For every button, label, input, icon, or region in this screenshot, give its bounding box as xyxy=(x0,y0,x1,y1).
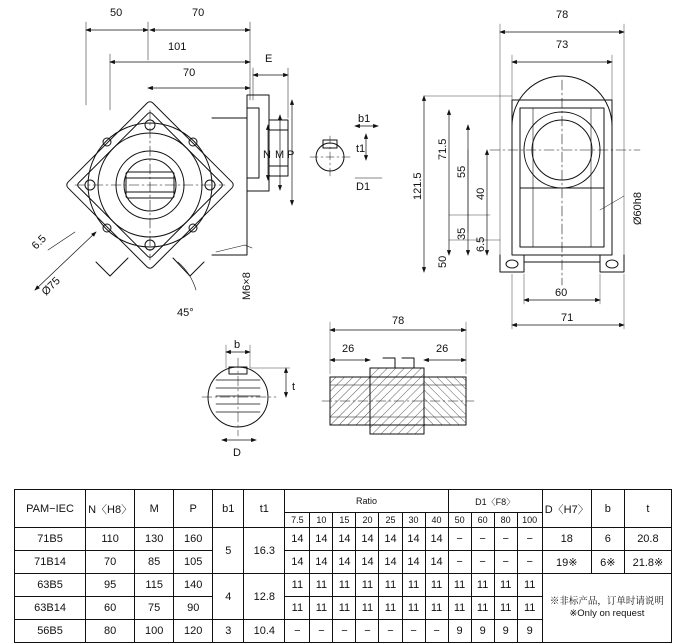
cell-d: 18 xyxy=(542,528,591,551)
cell-n: 110 xyxy=(86,528,135,551)
keyway-detail xyxy=(310,126,382,178)
cell-p: 160 xyxy=(174,528,213,551)
cell-d1-3: − xyxy=(356,620,379,643)
dim-label-45deg: 45° xyxy=(177,307,194,319)
cell-d1-5: 14 xyxy=(402,551,425,574)
cell-b1: 5 xyxy=(213,528,244,574)
cell-d1-0: − xyxy=(285,620,310,643)
cell-b1: 3 xyxy=(213,620,244,643)
ratio-col-3: 20 xyxy=(356,513,379,528)
dim-label-50: 50 xyxy=(110,7,123,19)
cell-t: 21.8※ xyxy=(624,551,671,574)
dim-label-101: 101 xyxy=(168,41,187,53)
dim-label-40: 40 xyxy=(475,187,487,200)
cell-d1-9: 11 xyxy=(494,574,517,597)
cell-d1-2: − xyxy=(333,620,356,643)
dim-label-78-section: 78 xyxy=(392,315,405,327)
dim-label-35: 35 xyxy=(456,227,468,240)
cell-d1-3: 14 xyxy=(356,528,379,551)
cell-pam-iec: 63B5 xyxy=(15,574,86,597)
header-p: P xyxy=(174,490,213,528)
cell-n: 80 xyxy=(86,620,135,643)
ratio-col-1: 10 xyxy=(310,513,333,528)
ratio-col-2: 15 xyxy=(333,513,356,528)
cell-t: 20.8 xyxy=(624,528,671,551)
cell-pam-iec: 63B14 xyxy=(15,597,86,620)
cell-n: 60 xyxy=(86,597,135,620)
cell-d1-3: 14 xyxy=(356,551,379,574)
dim-label-b1: b1 xyxy=(358,113,371,125)
cell-d1-0: 14 xyxy=(285,551,310,574)
cell-pam-iec: 56B5 xyxy=(15,620,86,643)
dim-label-M6x8: M6×8 xyxy=(241,272,253,300)
cell-d1-9: − xyxy=(494,551,517,574)
cell-d1-7: 11 xyxy=(448,597,471,620)
header-b: b xyxy=(591,490,624,528)
header-m: M xyxy=(135,490,174,528)
cell-p: 105 xyxy=(174,551,213,574)
dim-label-t1: t1 xyxy=(356,143,366,155)
dim-label-b: b xyxy=(234,339,241,351)
cell-d1-3: 11 xyxy=(356,574,379,597)
table-note xyxy=(542,574,671,643)
cell-d1-5: 11 xyxy=(402,574,425,597)
cell-b: 6※ xyxy=(591,551,624,574)
cell-d1-0: 11 xyxy=(285,597,310,620)
ratio-col-10: 100 xyxy=(517,513,542,528)
dim-label-D1: D1 xyxy=(356,181,371,193)
header-t: t xyxy=(624,490,671,528)
cell-d1-1: 14 xyxy=(310,551,333,574)
cell-d1-10: 11 xyxy=(517,597,542,620)
dim-label-26-right: 26 xyxy=(436,343,449,355)
table-header-row xyxy=(15,490,672,513)
cell-d1-7: − xyxy=(448,551,471,574)
cell-d1-2: 14 xyxy=(333,528,356,551)
cell-d1-6: 11 xyxy=(425,574,448,597)
dim-label-D: D xyxy=(233,447,241,459)
cell-pam-iec: 71B14 xyxy=(15,551,86,574)
cell-d1-5: 14 xyxy=(402,528,425,551)
shaft-end-view xyxy=(202,345,290,440)
cell-d1-1: 11 xyxy=(310,574,333,597)
dim-label-78-side: 78 xyxy=(556,9,569,21)
dim-label-dia75: Ø75 xyxy=(39,274,63,299)
dim-label-N: N xyxy=(263,149,271,161)
cell-d1-6: − xyxy=(425,620,448,643)
dim-label-73: 73 xyxy=(556,39,569,51)
cell-m: 75 xyxy=(135,597,174,620)
dim-label-6p5-side: 6.5 xyxy=(475,236,487,252)
shaft-section-view xyxy=(322,322,474,434)
front-view xyxy=(35,22,295,290)
ratio-col-4: 25 xyxy=(379,513,402,528)
cell-t1: 16.3 xyxy=(244,528,285,574)
header-d: D〈H7〉 xyxy=(542,490,591,528)
cell-m: 115 xyxy=(135,574,174,597)
table-row xyxy=(15,574,672,597)
cell-d1-9: 11 xyxy=(494,597,517,620)
header-b1: b1 xyxy=(213,490,244,528)
dim-label-70-top: 70 xyxy=(192,7,205,19)
dim-label-71: 71 xyxy=(561,312,574,324)
ratio-col-0: 7.5 xyxy=(285,513,310,528)
dim-label-M: M xyxy=(275,149,285,161)
cell-d1-4: 14 xyxy=(379,528,402,551)
dim-label-70-second: 70 xyxy=(183,67,196,79)
cell-d1-1: 14 xyxy=(310,528,333,551)
cell-b1: 4 xyxy=(213,574,244,620)
cell-m: 100 xyxy=(135,620,174,643)
dim-label-E: E xyxy=(265,53,273,65)
cell-d1-2: 14 xyxy=(333,551,356,574)
cell-pam-iec: 71B5 xyxy=(15,528,86,551)
dim-label-dia60h8: Ø60h8 xyxy=(632,191,644,225)
cell-p: 120 xyxy=(174,620,213,643)
ratio-col-8: 60 xyxy=(471,513,494,528)
dim-label-P: P xyxy=(287,149,295,161)
cell-d1-5: 11 xyxy=(402,597,425,620)
dim-label-6p5-front: 6.5 xyxy=(29,232,49,253)
header-t1: t1 xyxy=(244,490,285,528)
cell-d1-8: − xyxy=(471,528,494,551)
cell-d1-1: 11 xyxy=(310,597,333,620)
cell-b: 6 xyxy=(591,528,624,551)
cell-d1-10: 9 xyxy=(517,620,542,643)
dim-label-t: t xyxy=(292,381,296,393)
cell-t1: 12.8 xyxy=(244,574,285,620)
ratio-col-7: 50 xyxy=(448,513,471,528)
cell-d1-9: − xyxy=(494,528,517,551)
cell-n: 70 xyxy=(86,551,135,574)
cell-d: 19※ xyxy=(542,551,591,574)
cell-d1-9: 9 xyxy=(494,620,517,643)
cell-m: 130 xyxy=(135,528,174,551)
cell-m: 85 xyxy=(135,551,174,574)
header-n: N〈H8〉 xyxy=(86,490,135,528)
cell-d1-4: 14 xyxy=(379,551,402,574)
cell-d1-4: 11 xyxy=(379,597,402,620)
ratio-col-5: 30 xyxy=(402,513,425,528)
cell-d1-1: − xyxy=(310,620,333,643)
dim-label-50-side: 50 xyxy=(437,255,449,268)
cell-d1-0: 14 xyxy=(285,528,310,551)
cell-d1-4: 11 xyxy=(379,574,402,597)
cell-d1-6: 11 xyxy=(425,597,448,620)
cell-d1-7: − xyxy=(448,528,471,551)
cell-d1-10: − xyxy=(517,528,542,551)
ratio-col-9: 80 xyxy=(494,513,517,528)
header-ratio: Ratio xyxy=(285,490,448,513)
dimension-table xyxy=(14,489,672,643)
dim-label-121p5: 121.5 xyxy=(412,172,424,200)
cell-d1-4: − xyxy=(379,620,402,643)
cell-d1-8: 11 xyxy=(471,574,494,597)
dim-label-26-left: 26 xyxy=(342,343,355,355)
cell-d1-7: 9 xyxy=(448,620,471,643)
cell-d1-8: 9 xyxy=(471,620,494,643)
cell-d1-2: 11 xyxy=(333,597,356,620)
dim-label-60: 60 xyxy=(555,287,568,299)
cell-p: 90 xyxy=(174,597,213,620)
cell-d1-10: − xyxy=(517,551,542,574)
cell-t1: 10.4 xyxy=(244,620,285,643)
note-en: ※Only on request xyxy=(569,608,645,619)
cell-p: 140 xyxy=(174,574,213,597)
table-row xyxy=(15,528,672,551)
cell-d1-6: 14 xyxy=(425,551,448,574)
cell-d1-6: 14 xyxy=(425,528,448,551)
table-row xyxy=(15,551,672,574)
dim-label-71p5: 71.5 xyxy=(437,138,449,160)
dim-label-55: 55 xyxy=(456,165,468,178)
cell-d1-0: 11 xyxy=(285,574,310,597)
header-pam-iec: PAM−IEC xyxy=(15,490,86,528)
cell-n: 95 xyxy=(86,574,135,597)
header-d1: D1〈F8〉 xyxy=(448,490,542,513)
cell-d1-10: 11 xyxy=(517,574,542,597)
ratio-col-6: 40 xyxy=(425,513,448,528)
note-cn: ※非标产品，订单时请说明 xyxy=(549,596,664,608)
cell-d1-3: 11 xyxy=(356,597,379,620)
cell-d1-7: 11 xyxy=(448,574,471,597)
cell-d1-2: 11 xyxy=(333,574,356,597)
cell-d1-8: 11 xyxy=(471,597,494,620)
cell-d1-5: − xyxy=(402,620,425,643)
cell-d1-8: − xyxy=(471,551,494,574)
